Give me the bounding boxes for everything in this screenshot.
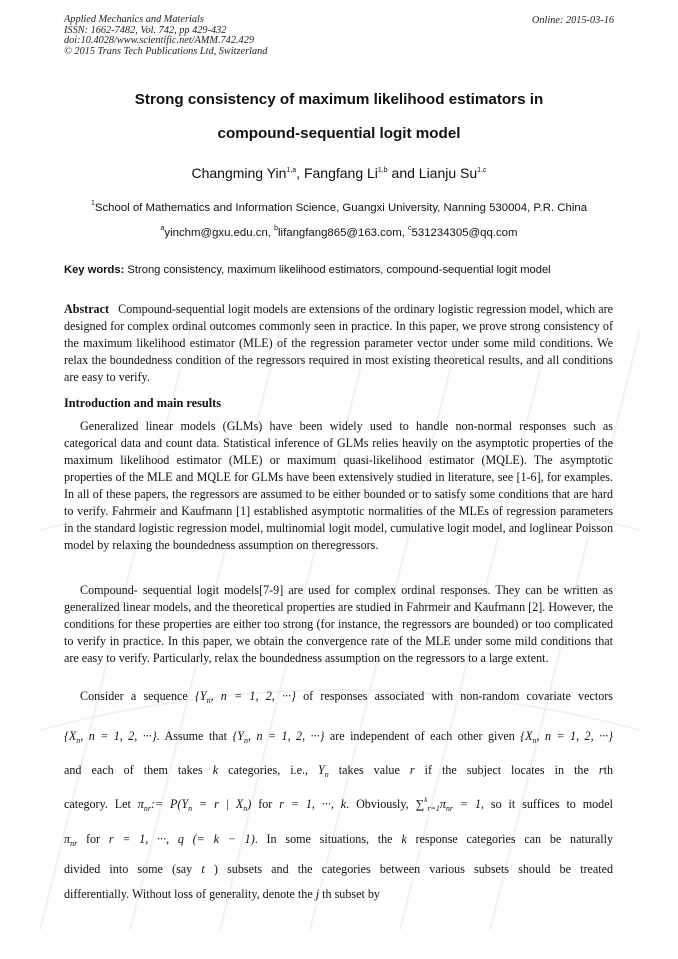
text-run: categories, i.e., [228,763,309,777]
author-sep-1: , [296,165,304,181]
text-run: if the subject locates in the [424,763,589,777]
math-sub: nr [143,804,151,813]
text-run: for [258,797,273,811]
math-t: t [201,862,205,876]
email-b-sup: b [274,225,279,232]
para3-line-1 [64,689,613,705]
math-run: := P(Y [150,797,189,811]
math-sub: n [244,736,248,745]
paper-title-line-1: Strong consistency of maximum likelihood estimators in [134,91,544,108]
math-pi-def [138,797,252,811]
abstract [64,301,613,386]
math-run: = 1 [453,797,482,811]
para3-line-2 [64,729,613,745]
math-sub: n [324,770,329,779]
math-run: π [137,797,144,811]
math-r: r [598,763,604,777]
math-run: Y [318,763,325,777]
author-3: Lianju Su [418,165,478,181]
text-run: takes value [338,763,400,777]
author-3-sup: 1,c [477,167,487,174]
email-b[interactable]: lifangfang865@163.com, [278,227,409,239]
text-run: . Obviously, [346,797,409,811]
math-sub: nr [445,804,454,813]
para3-line-7 [64,887,613,902]
text-run: and each of them takes [64,763,203,777]
math-run: {Y [195,689,207,703]
math-sum [416,797,481,811]
author-2-sup: 1,b [377,167,388,174]
math-sub: n [532,736,537,745]
keywords [64,264,624,276]
text-run: are independent of each other given [329,729,515,743]
text-run: differentially. Without loss of generality, denote the [64,887,313,901]
authors-line [0,165,678,181]
text-run: th [603,763,613,777]
math-run: π [64,832,71,846]
issn-line: ISSN: 1662-7482, Vol. 742, pp 429-432 [64,24,227,36]
text-run: divided into some (say [64,862,193,876]
math-run: , n = 1, 2, ···} [536,729,613,743]
math-sub: r=1 [427,804,440,813]
text-run: . Assume that [156,729,227,743]
para3-line-6 [64,862,613,877]
math-r-range: r = 1, ···, k [279,797,347,811]
text-run: category. Let [64,797,131,811]
text-run: for [85,832,101,846]
copyright-line: © 2015 Trans Tech Publications Ltd, Switzerland [64,45,268,57]
math-sub: n [188,804,193,813]
math-yn [318,763,329,777]
math-run: , n = 1, 2, ···} [80,729,157,743]
para3-line-3 [64,763,613,779]
text-run: response categories can be naturally [415,832,614,846]
math-run: π [439,797,446,811]
math-j: j [315,887,320,901]
math-run: , n = 1, 2, ···} [210,689,296,703]
math-seq-x [64,729,157,743]
math-run: ) [247,797,252,811]
math-run: {Y [232,729,244,743]
journal-name: Applied Mechanics and Materials [64,14,204,25]
math-run: {X [64,729,77,743]
math-seq-x [520,729,613,743]
text-run: Consider a sequence [80,689,188,703]
math-sub: nr [70,839,78,848]
email-c[interactable]: 531234305@qq.com [411,227,518,239]
abstract-label: Abstract [64,302,110,316]
math-seq-y [195,689,296,703]
affiliation [0,202,678,214]
math-sub: n [206,696,211,705]
intro-paragraph-2: Compound- sequential logit models[7-9] are used for complex ordinal responses. They can be written as generalized linear models, and the theoretical properties are studied in Fahrmeir and Kaufmann [2]. However, the conditions for these properties are either too strong (for instance, the regressors are bounded) or too complicated to verify in practice. In this paper, we obtain the convergence rate of the MLE under some mild conditions that are easy to verify. Particularly, relax the boundedness assumption on the regressors to a large extent. [64,583,613,665]
author-sep-2: and [387,165,419,181]
math-pi-nr [64,832,77,846]
author-2: Fangfang Li [303,165,378,181]
keywords-label: Key words: [64,264,125,276]
keywords-text: Strong consistency, maximum likelihood estimators, compound-sequential logit model [124,264,551,276]
text-run: th subset by [322,887,380,901]
doi-line: doi:10.4028/www.scientific.net/AMM.742.429 [64,35,254,47]
abstract-text: Compound-sequential logit models are extensions of the ordinary logistic regression model, which are designed for complex ordinal outcomes commonly seen in practice. In this paper, we prove strong consistency of the maximum likelihood estimator (MLE) of the regression parameter vector under some mild conditions. We relax the boundedness condition of the regressors required in most existing theoretical results, and all conditions are easy to verify. [64,302,613,384]
math-sub: n [243,804,248,813]
email-c-sup: c [408,225,412,232]
affiliation-sup: 1 [90,200,95,207]
author-1-sup: 1,a [286,167,297,174]
text-run: of responses associated with non-random covariate vectors [303,689,613,703]
section-heading: Introduction and main results [64,396,222,410]
math-rth [599,763,613,777]
math-run: = r | X [192,797,244,811]
journal-header [64,15,267,57]
email-a-sup: a [160,225,165,232]
math-run: {X [520,729,533,743]
math-sup: k [424,796,428,804]
math-run: , n = 1, 2, ···} [248,729,325,743]
math-k: k [212,763,219,777]
affiliation-text: School of Mathematics and Information Science, Guangxi University, Nanning 530004, P.R. China [94,202,588,214]
text-run: ) subsets and the categories between various subsets should be treated [213,862,614,876]
paper-title-line-2: compound-sequential logit model [217,125,461,142]
para3-line-4 [64,797,613,813]
math-seq-y [232,729,324,743]
text-run: , so it suffices to model [481,797,613,811]
intro-paragraph-1: Generalized linear models (GLMs) have been widely used to handle non-normal responses such as categorical data and count data. Statistical inference of GLMs relies heavily on the asymptotic properties of the maximum likelihood estimator (MLE) or maximum quasi-likelihood estimator (MQLE). The asymptotic properties of the MLE and MQLE for GLMs have been extensively studied in literature, see [1-6], for examples. In all of these papers, the regressors are assumed to be either bounded or to satisfy some conditions that are hard to verify. Fahrmeir and Kaufmann [1] established asymptotic normalities of the MLEs of regression parameters in the standard logistic regression model, multinomial logit model, cumulative logit model, and loglinear Poisson model by relaxing the boundedness assumption on theregressors. [64,419,613,552]
math-k: k [401,832,407,846]
author-1: Changming Yin [191,165,287,181]
email-line [0,227,678,239]
online-date: Online: 2015-03-16 [531,15,614,26]
math-q-range: r = 1, ···, q (= k − 1) [108,832,255,846]
para3-line-5 [64,832,613,848]
math-run: ∑ [415,797,425,811]
math-r: r [409,763,415,777]
email-a[interactable]: yinchm@gxu.edu.cn, [164,227,275,239]
math-sub: n [76,736,81,745]
text-run: . In some situations, the [254,832,393,846]
